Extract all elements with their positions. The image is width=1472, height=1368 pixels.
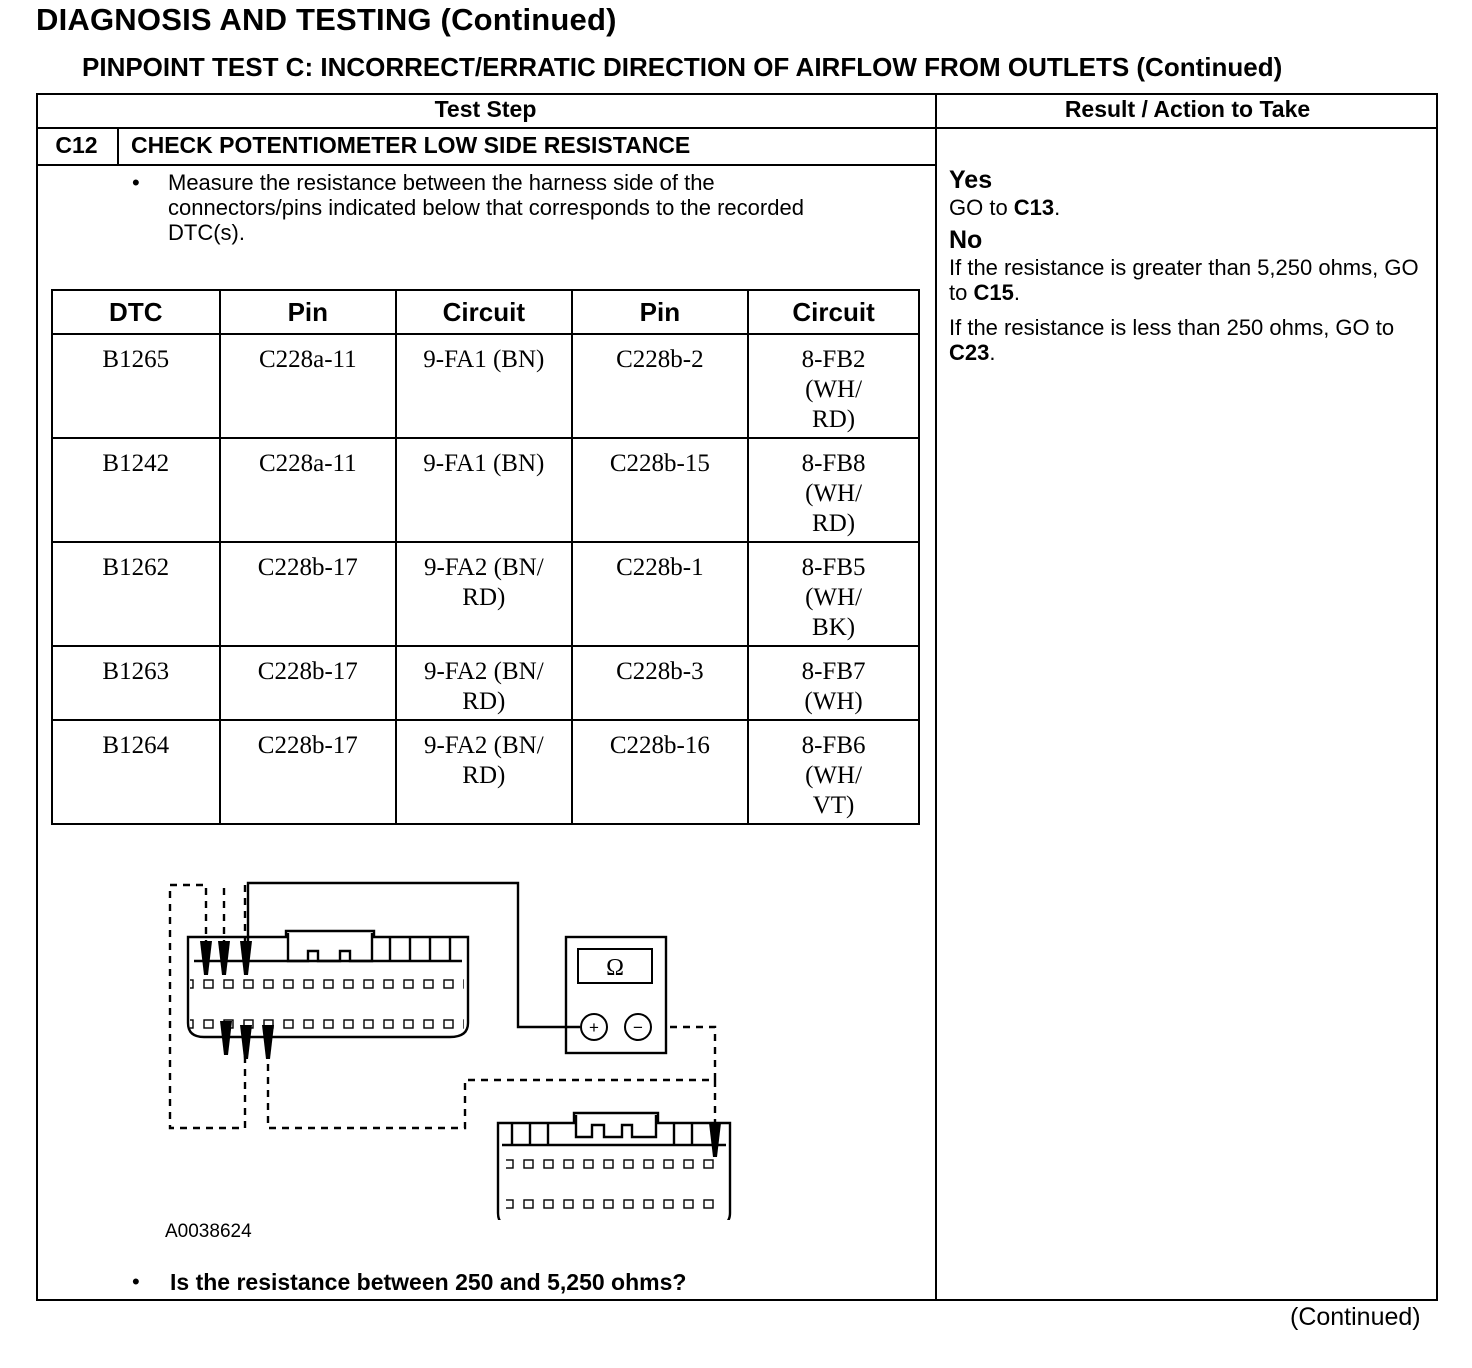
step-title-divider — [36, 164, 935, 166]
column-divider — [935, 93, 937, 1301]
result-no-action-low: If the resistance is less than 250 ohms, GO to C23. — [949, 315, 1395, 365]
instruction-text: Measure the resistance between the harness side of the connectors/pins indicated below that corresponds to the recorded DTC(s). — [168, 170, 804, 245]
cell-circuit: 8-FB7 (WH) — [748, 646, 919, 720]
cell-pin: C228b-3 — [572, 646, 749, 720]
cell-pin: C228b-15 — [572, 438, 749, 542]
ohmmeter-icon — [566, 937, 666, 1053]
cell-pin: C228b-17 — [220, 646, 397, 720]
cell-circuit: 9-FA1 (BN) — [396, 438, 572, 542]
link-c23: C23 — [949, 340, 990, 365]
meter-minus-terminal: − — [633, 1018, 643, 1037]
link-c13: C13 — [1013, 195, 1055, 220]
instruction-bullet: • — [132, 170, 140, 195]
cell-circuit: 8-FB2 (WH/ RD) — [748, 334, 919, 438]
cell-dtc: B1263 — [52, 646, 220, 720]
cell-pin: C228a-11 — [220, 334, 397, 438]
continued-label: (Continued) — [1290, 1303, 1421, 1331]
result-yes-action: GO to C13. — [949, 195, 1061, 220]
cell-circuit: 9-FA2 (BN/ RD) — [396, 542, 572, 646]
step-title: CHECK POTENTIOMETER LOW SIDE RESISTANCE — [131, 132, 691, 158]
cell-pin: C228b-17 — [220, 720, 397, 824]
pinpoint-test-title: PINPOINT TEST C: INCORRECT/ERRATIC DIRECTION OF AIRFLOW FROM OUTLETS (Continued) — [82, 52, 1283, 82]
test-step-header: Test Step — [434, 96, 537, 122]
probe-tips — [200, 941, 721, 1157]
cell-dtc: B1242 — [52, 438, 220, 542]
question-bullet: • — [132, 1269, 140, 1294]
connector-measurement-diagram — [160, 875, 760, 1220]
cell-dtc: B1264 — [52, 720, 220, 824]
cell-circuit: 9-FA2 (BN/ RD) — [396, 646, 572, 720]
header-divider — [36, 127, 1438, 129]
page-title: DIAGNOSIS AND TESTING (Continued) — [36, 2, 617, 37]
step-id-divider — [117, 129, 119, 164]
meter-ohm-symbol: Ω — [606, 955, 624, 981]
result-header: Result / Action to Take — [1064, 96, 1311, 122]
col-header-dtc: DTC — [52, 290, 220, 334]
dtc-table-header-row — [52, 290, 919, 334]
cell-pin: C228b-17 — [220, 542, 397, 646]
cell-circuit: 8-FB6 (WH/ VT) — [748, 720, 919, 824]
table-row — [52, 542, 919, 646]
connector-c228b-icon — [498, 1113, 730, 1220]
cell-dtc: B1262 — [52, 542, 220, 646]
cell-pin: C228b-1 — [572, 542, 749, 646]
result-yes-label: Yes — [949, 166, 993, 194]
cell-circuit: 9-FA2 (BN/ RD) — [396, 720, 572, 824]
cell-circuit: 8-FB5 (WH/ BK) — [748, 542, 919, 646]
table-row — [52, 646, 919, 720]
col-header-circuit-b: Circuit — [748, 290, 919, 334]
step-id: C12 — [55, 132, 98, 158]
cell-pin: C228b-2 — [572, 334, 749, 438]
meter-plus-terminal: + — [589, 1018, 599, 1037]
table-row — [52, 720, 919, 824]
figure-id: A0038624 — [165, 1221, 252, 1242]
cell-circuit: 8-FB8 (WH/ RD) — [748, 438, 919, 542]
col-header-pin-a: Pin — [220, 290, 397, 334]
cell-pin: C228b-16 — [572, 720, 749, 824]
table-row — [52, 438, 919, 542]
dtc-table — [51, 289, 920, 825]
step-question: Is the resistance between 250 and 5,250 ohms? — [170, 1269, 687, 1295]
col-header-circuit-a: Circuit — [396, 290, 572, 334]
table-row — [52, 334, 919, 438]
col-header-pin-b: Pin — [572, 290, 749, 334]
cell-pin: C228a-11 — [220, 438, 397, 542]
link-c15: C15 — [973, 280, 1014, 305]
result-no-action-high: If the resistance is greater than 5,250 ohms, GO to C15. — [949, 255, 1419, 305]
cell-circuit: 9-FA1 (BN) — [396, 334, 572, 438]
cell-dtc: B1265 — [52, 334, 220, 438]
solid-lead-wire — [248, 883, 580, 1027]
result-no-label: No — [949, 226, 983, 254]
